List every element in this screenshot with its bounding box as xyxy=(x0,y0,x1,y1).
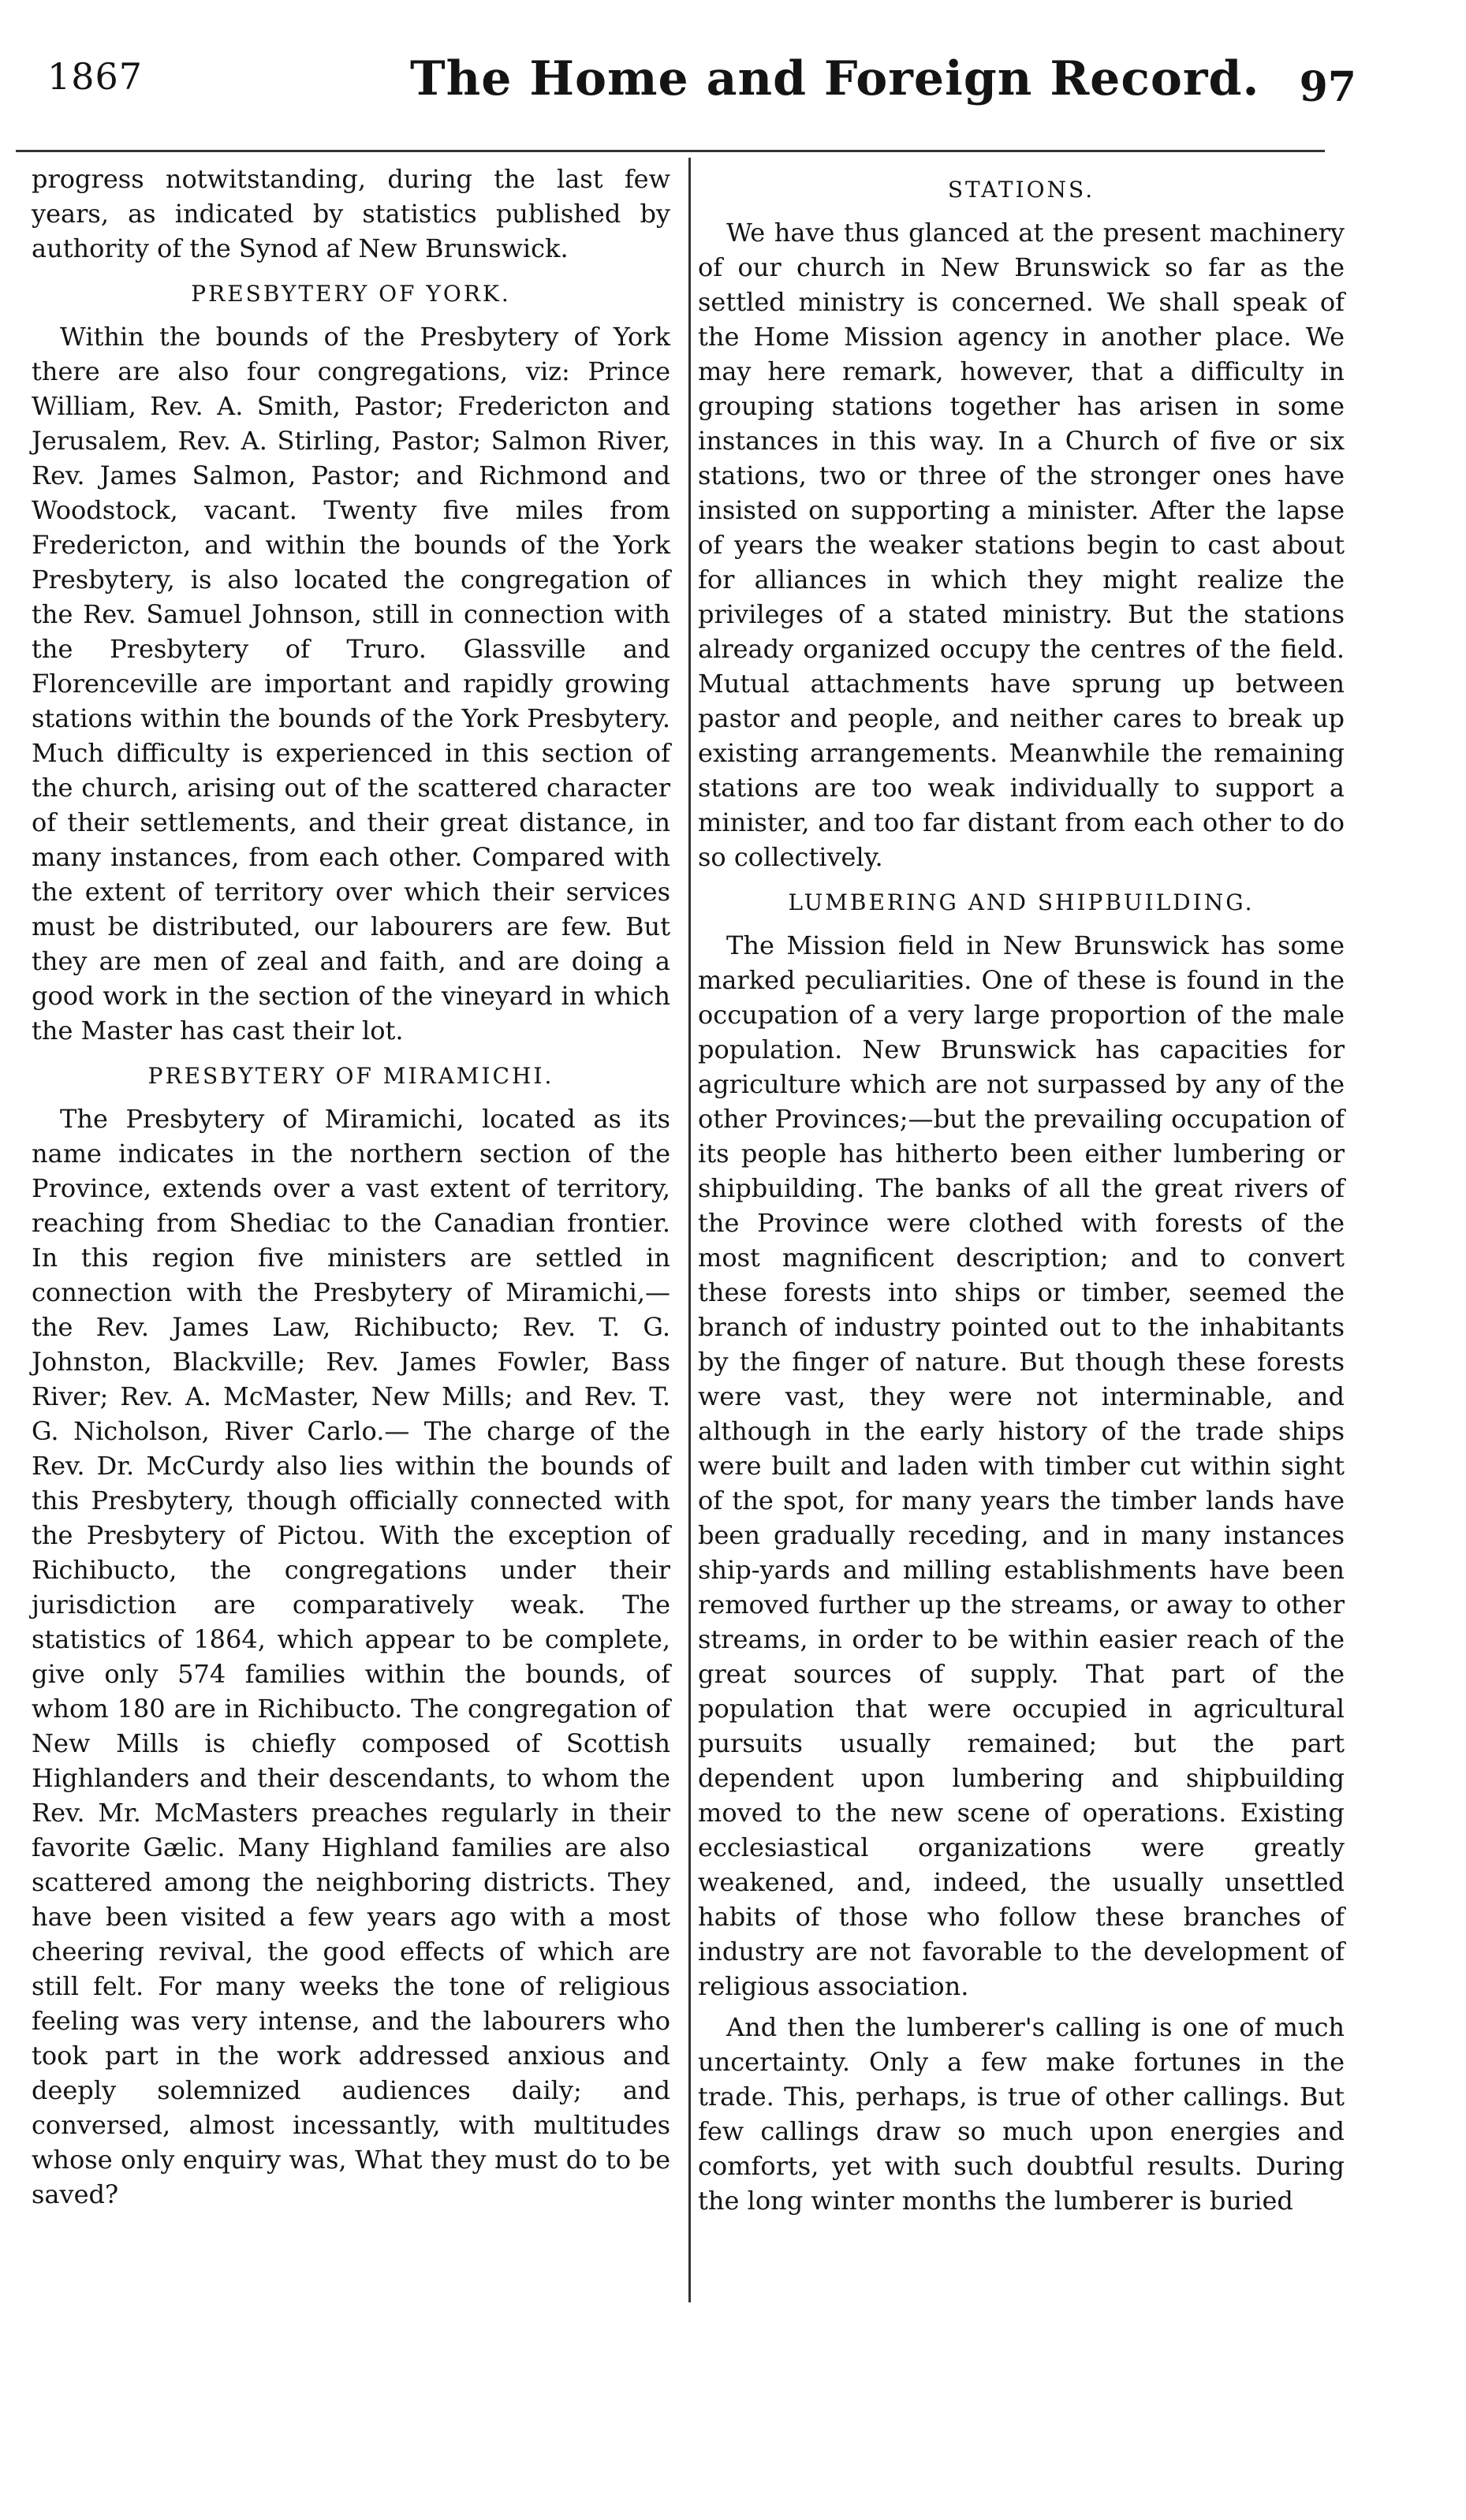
paragraph: Within the bounds of the Presbytery of York there are also four congregations, viz: Prince William, Rev. A. Smith, Pastor; Fredericton and Jerusalem, Rev. A. Stirling, Pastor; Salmon River, Rev. James Salmon, Pastor; and Richmond and Woodstock, vacant. Twenty five miles from Fredericton, and within the bounds of the York Presbytery, is also located the congregation of the Rev. Samuel Johnson, still in connection with the Presbytery of Truro. Glassville and Florenceville are important and rapidly growing stations within the bounds of the York Presbytery. Much difficulty is experienced in this section of the church, arising out of the scattered character of their settlements, and their great distance, in many instances, from each other. Compared with the extent of territory over which their services must be distributed, our labourers are few. But they are men of zeal and faith, and are doing a good work in the section of the vineyard in which the Master has cast their lot. xyxy=(32,322,670,1046)
page-header xyxy=(32,32,1356,150)
header-rule xyxy=(16,150,1325,152)
section-heading: STATIONS. xyxy=(947,177,1095,203)
journal-title: The Home and Foreign Record. xyxy=(410,51,1260,106)
paragraph: The Mission field in New Brunswick has some marked peculiarities. One of these is found in the occupation of a very large proportion of the male population. New Brunswick has capacities for agriculture which are not surpassed by any of the other Provinces;—but the prevailing occupation of its people has hitherto been either lumbering or shipbuilding. The banks of all the great rivers of the Province were clothed with forests of the most magnificent description; and to convert these forests into ships or timber, seemed the branch of industry pointed out to the inhabitants by the finger of nature. But though these forests were vast, they were not interminable, and although in the early history of the trade ships were built and laden with timber cut within sight of the spot, for many years the timber lands have been gradually receding, and in many instances ship-yards and milling establishments have been removed further up the streams, or away to other streams, in order to be within easier reach of the great sources of supply. That part of the population that were occupied in agricultural pursuits usually remained; but the part dependent upon lumbering and shipbuilding moved to the new scene of operations. Existing ecclesiastical organizations were greatly weakened, and, indeed, the usually unsettled habits of those who follow these branches of industry are not favorable to the development of religious association. xyxy=(698,930,1345,2001)
right-column xyxy=(698,162,1345,2224)
section-heading: PRESBYTERY OF YORK. xyxy=(191,281,511,307)
column-divider xyxy=(688,158,691,2302)
paragraph: The Presbytery of Miramichi, located as its name indicates in the northern section of the Province, extends over a vast extent of territory, reaching from Shediac to the Canadian frontier. In this region five ministers are settled in connection with the Presbytery of Miramichi,—the Rev. James Law, Richibucto; Rev. T. G. Johnston, Blackville; Rev. James Fowler, Bass River; Rev. A. McMaster, New Mills; and Rev. T. G. Nicholson, River Carlo.— The charge of the Rev. Dr. McCurdy also lies within the bounds of this Presbytery, though officially connected with the Presbytery of Pictou. With the exception of Richibucto, the congregations under their jurisdiction are comparatively weak. The statistics of 1864, which appear to be complete, give only 574 families within the bounds, of whom 180 are in Richibucto. The congregation of New Mills is chiefly composed of Scottish Highlanders and their descendants, to whom the Rev. Mr. McMasters preaches regularly in their favorite Gælic. Many Highland families are also scattered among the neighboring districts. They have been visited a few years ago with a most cheering revival, the good effects of which are still felt. For many weeks the tone of religious feeling was very intense, and the labourers who took part in the work addressed anxious and deeply solemnized audiences daily; and conversed, almost incessantly, with multitudes whose only enquiry was, What they must do to be saved? xyxy=(32,1104,670,2209)
section-heading: PRESBYTERY OF MIRAMICHI. xyxy=(147,1063,554,1089)
page-number: 97 xyxy=(1299,63,1356,111)
year: 1867 xyxy=(47,55,144,98)
paragraph: progress notwitstanding, during the last few years, as indicated by statistics published by authority of the Synod af New Brunswick. xyxy=(32,164,670,263)
paragraph: And then the lumberer's calling is one of much uncertainty. Only a few make fortunes in the trade. This, perhaps, is true of other callings. But few callings draw so much upon energies and comforts, yet with such doubtful results. During the long winter months the lumberer is buried xyxy=(698,2012,1345,2216)
left-column xyxy=(32,162,670,2218)
section-heading: LUMBERING AND SHIPBUILDING. xyxy=(788,889,1255,915)
paragraph: We have thus glanced at the present machinery of our church in New Brunswick so far as the settled ministry is concerned. We shall speak of the Home Mission agency in another place. We may here remark, however, that a difficulty in grouping stations together has arisen in some instances in this way. In a Church of five or six stations, two or three of the stronger ones have insisted on supporting a minister. After the lapse of years the weaker stations begin to cast about for alliances in which they might realize the privileges of a stated ministry. But the stations already organized occupy the centres of the field. Mutual attachments have sprung up between pastor and people, and neither cares to break up existing arrangements. Meanwhile the remaining stations are too weak individually to support a minister, and too far distant from each other to do so collectively. xyxy=(698,218,1345,872)
